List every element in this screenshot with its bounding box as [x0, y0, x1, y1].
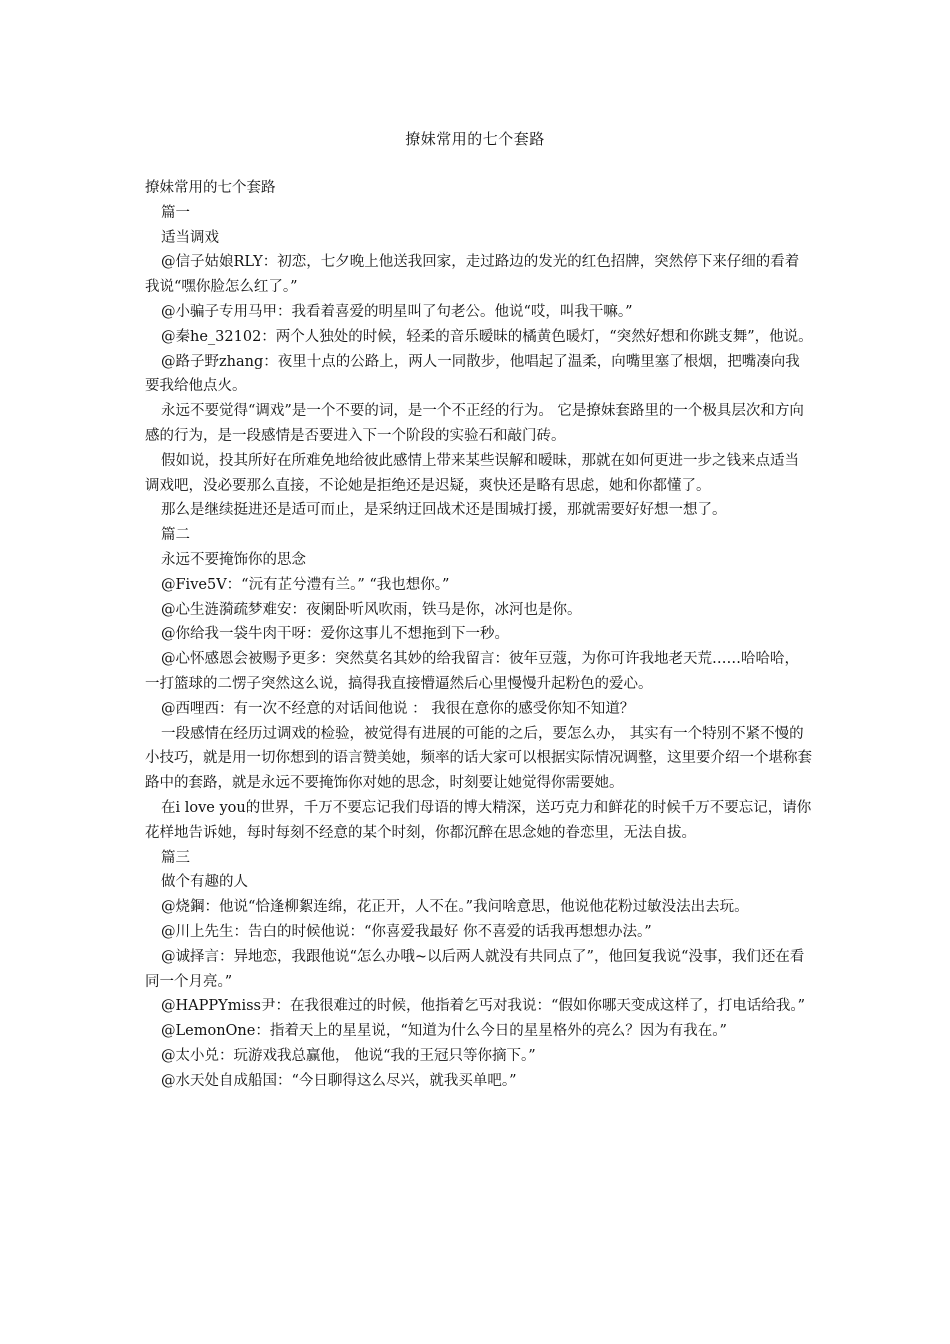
document-heading: 撩妹常用的七个套路	[145, 180, 276, 196]
section-subtitle: 适当调戏	[161, 229, 219, 246]
paragraph: @心生涟漪疏梦难安：夜阑卧听风吹雨，铁马是你，冰河也是你。	[161, 601, 582, 618]
document-title: 撩妹常用的七个套路	[405, 130, 545, 148]
paragraph: @心怀感恩会被赐予更多：突然莫名其妙的给我留言：彼年豆蔻，为你可许我地老天荒……哈哈哈，一打篮球的二愣子突然这么说，搞得我直接懵逼然后心里慢慢升起粉色的爱心。	[145, 651, 799, 692]
paragraph: @小骗子专用马甲：我看着喜爱的明星叫了句老公。他说“哎，叫我干嘛。”	[161, 303, 633, 320]
paragraph: @川上先生：告白的时候他说：“你喜爱我最好 你不喜爱的话我再想想办法。”	[161, 923, 652, 940]
section-label: 篇二	[161, 527, 190, 544]
paragraph: @烧鋼：他说“恰逢柳絮连绵，花正开，人不在。”我问啥意思，他说他花粉过敏没法出去玩。	[161, 899, 749, 916]
paragraph: @信子姑娘RLY：初恋，七夕晚上他送我回家，走过路边的发光的红色招牌，突然停下来仔细的看着我说“嘿你脸怎么红了。”	[145, 254, 800, 296]
paragraph: @你给我一袋牛肉干呀：爱你这事儿不想拖到下一秒。	[161, 626, 509, 643]
paragraph: @水天处自成船国：“今日聊得这么尽兴，就我买单吧。”	[161, 1072, 517, 1089]
paragraph: @Five5V：“沅有芷兮澧有兰。” “我也想你。”	[161, 576, 450, 593]
section-subtitle: 永远不要掩饰你的思念	[161, 551, 306, 568]
paragraph: @HAPPYmiss尹：在我很难过的时候，他指着乞丐对我说：“假如你哪天变成这样了，打电话给我。”	[161, 998, 806, 1015]
paragraph: 假如说，投其所好在所难免地给彼此感情上带来某些误解和暧昧，那就在如何更进一步之钱来点适当调戏吧，没必要那么直接，不论她是拒绝还是迟疑，爽快还是略有思虑，她和你都懂了。	[145, 452, 799, 494]
paragraph: @太小兑：玩游戏我总赢他， 他说“我的王冠只等你摘下。”	[161, 1047, 536, 1064]
section-subtitle: 做个有趣的人	[161, 874, 248, 891]
paragraph: @西哩西：有一次不经意的对话间他说 ： 我很在意你的感受你知不知道？	[161, 700, 635, 717]
paragraph: @秦he_32102：两个人独处的时候，轻柔的音乐暧昧的橘黄色暖灯，“突然好想和你跳支舞”，他说。	[161, 328, 813, 345]
document-body	[145, 176, 813, 1093]
paragraph: @诚择言：异地恋，我跟他说“怎么办哦~以后两人就没有共同点了”，他回复我说“没事，我们还在看同一个月亮。”	[145, 948, 805, 990]
paragraph: 永远不要觉得“调戏”是一个不要的词，是一个不正经的行为。 它是撩妹套路里的一个极具层次和方向感的行为，是一段感情是否要进入下一个阶段的实验石和敲门砖。	[145, 403, 804, 444]
paragraph: @LemonOne：指着天上的星星说，“知道为什么今日的星星格外的亮么？因为有我在。”	[161, 1023, 727, 1040]
section-label: 篇三	[161, 849, 190, 866]
paragraph: 那么是继续挺进还是适可而止，是采纳迂回战术还是围城打援，那就需要好好想一想了。	[161, 502, 727, 519]
paragraph: @路子野zhang：夜里十点的公路上，两人一同散步，他唱起了温柔，向嘴里塞了根烟，把嘴凑向我要我给他点火。	[145, 353, 800, 395]
paragraph: 一段感情在经历过调戏的检验，被觉得有进展的可能的之后，要怎么办， 其实有一个特别不紧不慢的小技巧，就是用一切你想到的语言赞美她，频率的话大家可以根据实际情况调整，这里要介绍一个堪称套路中的套路，就是永远不要掩饰你对她的思念，时刻要让她觉得你需要她。	[145, 725, 812, 792]
section-label: 篇一	[161, 204, 190, 221]
paragraph: 在i love you的世界，千万不要忘记我们母语的博大精深，送巧克力和鲜花的时候千万不要忘记，请你花样地告诉她，每时每刻不经意的某个时刻，你都沉醉在思念她的眷恋里，无法自拔。	[145, 799, 812, 841]
